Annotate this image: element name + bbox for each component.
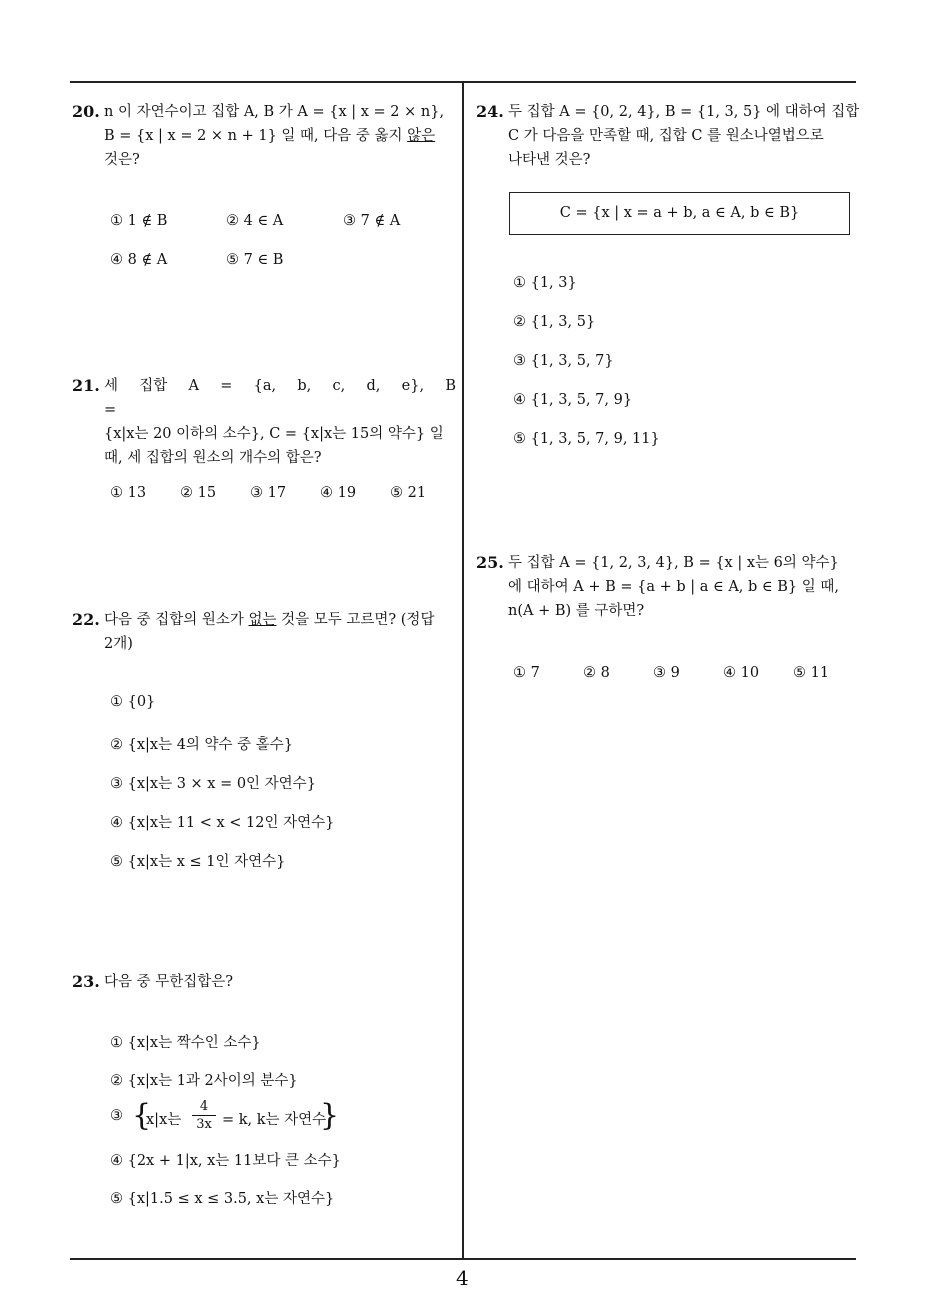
option-1[interactable]: ① {1, 3} [513,275,577,291]
fraction: 4 3x [192,1098,216,1133]
question-number: 21. [72,376,100,395]
option-2[interactable]: ② {1, 3, 5} [513,314,596,330]
question-text: 다음 중 무한집합은? [104,974,234,990]
question-number: 20. [72,102,100,121]
question-text: 두 집합 A = {0, 2, 4}, B = {1, 3, 5} 에 대하여 집합 C 가 다음을 만족할 때, 집합 C 를 원소나열법으로 나타낸 것은? [508,104,860,168]
option-5[interactable]: ⑤ 21 [390,485,427,501]
question-24 [476,100,860,172]
condition-box: C = {x | x = a + b, a ∈ A, b ∈ B} [509,192,850,235]
question-number: 24. [476,102,504,121]
option-3[interactable]: ③ 9 [653,665,680,681]
option-5[interactable]: ⑤ 11 [793,665,830,681]
column-divider [462,81,464,1259]
option-1[interactable]: ① {0} [110,694,156,710]
bottom-rule [70,1258,856,1260]
option-5[interactable]: ⑤ 7 ∈ B [226,252,284,268]
underlined-word: 없는 [248,612,277,628]
left-brace: { [132,1098,152,1133]
option-1[interactable]: ① 1 ∉ B [110,213,168,229]
option-2[interactable]: ② {x|x는 4의 약수 중 홀수} [110,737,294,753]
option-4[interactable]: ④ {2x + 1|x, x는 11보다 큰 소수} [110,1153,341,1169]
option-4[interactable]: ④ 19 [320,485,357,501]
option-4[interactable]: ④ {1, 3, 5, 7, 9} [513,392,633,408]
question-23 [72,970,456,994]
question-20 [72,100,456,172]
option-2[interactable]: ② 4 ∈ A [226,213,284,229]
question-21 [72,374,456,470]
option-5[interactable]: ⑤ {1, 3, 5, 7, 9, 11} [513,431,660,447]
option-3[interactable]: ③ 7 ∉ A [343,213,401,229]
question-25 [476,551,860,623]
option-2[interactable]: ② {x|x는 1과 2사이의 분수} [110,1073,298,1089]
question-text: n 이 자연수이고 집합 A, B 가 A = {x | x = 2 × n}, B = {x | x = 2 × n + 1} 일 때, 다음 중 옳지 않은 것은? [104,104,445,168]
question-text: 두 집합 A = {1, 2, 3, 4}, B = {x | x는 6의 약수} 에 대하여 A + B = {a + b | a ∈ A, b ∈ B} 일 때, n(A + B) 를 구하면? [508,555,839,619]
option-1[interactable]: ① 13 [110,485,147,501]
question-number: 23. [72,972,100,991]
question-text: 다음 중 집합의 원소가 없는 것을 모두 고르면? (정답 2개) [104,612,435,652]
option-5[interactable]: ⑤ {x|1.5 ≤ x ≤ 3.5, x는 자연수} [110,1191,335,1207]
underlined-word: 않은 [407,128,436,144]
page-number: 4 [456,1266,469,1290]
right-brace: } [320,1098,340,1133]
option-3[interactable]: ③ 17 [250,485,287,501]
option-1[interactable]: ① 7 [513,665,540,681]
question-number: 25. [476,553,504,572]
option-1[interactable]: ① {x|x는 짝수인 소수} [110,1035,261,1051]
option-3[interactable]: ③ {x|x는 3 × x = 0인 자연수} [110,776,316,792]
question-22 [72,608,456,656]
question-number: 22. [72,610,100,629]
option-4[interactable]: ④ 8 ∉ A [110,252,168,268]
option-3[interactable]: ③ {1, 3, 5, 7} [513,353,614,369]
option-5[interactable]: ⑤ {x|x는 x ≤ 1인 자연수} [110,854,286,870]
option-2[interactable]: ② 15 [180,485,217,501]
option-2[interactable]: ② 8 [583,665,610,681]
option-4[interactable]: ④ {x|x는 11 < x < 12인 자연수} [110,815,335,831]
option-4[interactable]: ④ 10 [723,665,760,681]
question-text: 세 집합 A = {a, b, c, d, e}, B = {x|x는 20 이하의 소수}, C = {x|x는 15의 약수} 일 때, 세 집합의 원소의 개수의 합은? [104,378,456,466]
